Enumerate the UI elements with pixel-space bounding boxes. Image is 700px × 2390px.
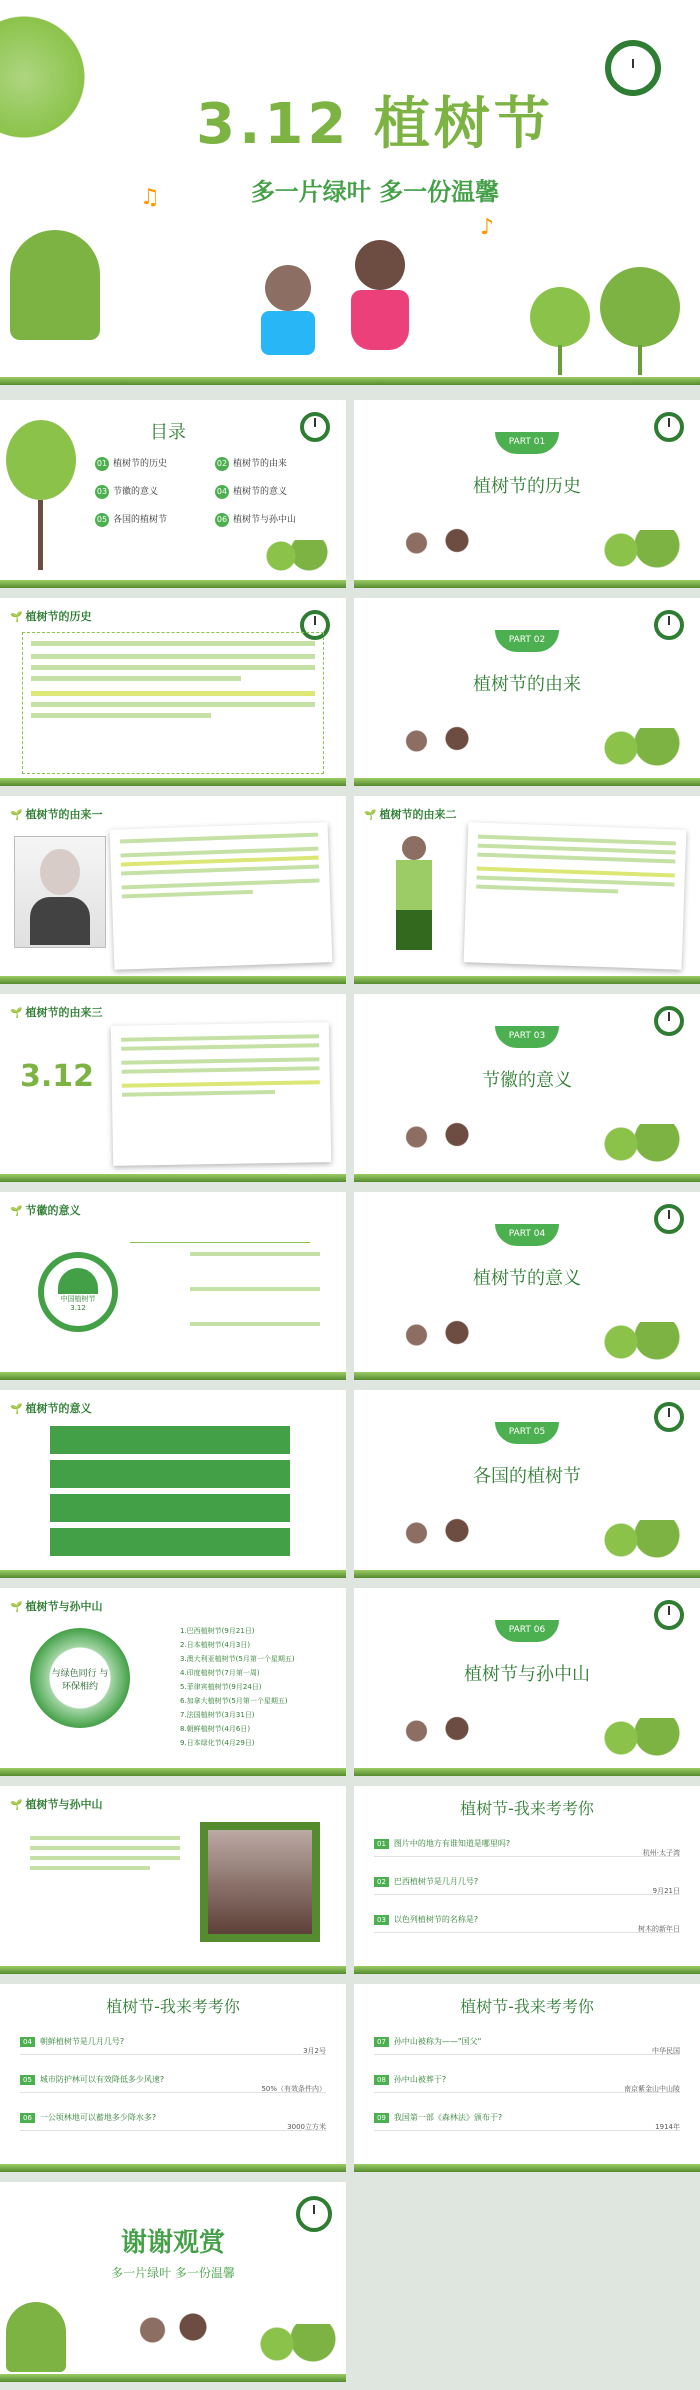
section-slide-6 [354,1588,700,1776]
section-slide-5 [354,1390,700,1578]
quiz-row-6[interactable]: 06 一公顷林地可以蓄地多少降水多? 3000立方米 [20,2112,326,2131]
quiz-row-1[interactable]: 01 图片中的地方有谁知道是哪里吗? 杭州·太子湾 [374,1838,680,1857]
trees-icon [594,1520,684,1570]
clock-icon [605,40,661,96]
kids-illustration [394,1122,484,1172]
toc-item-2[interactable]: 02 植树节的由来 [216,459,288,469]
kids-illustration [394,726,484,776]
slide-header: 🌱 植树节的意义 [10,1400,91,1416]
trees-icon [594,728,684,778]
slide-header: 🌱 植树节的由来二 [364,806,456,822]
sun-slide [0,1786,346,1974]
gardener-illustration [384,836,444,956]
quiz-slide-1 [354,1786,700,1974]
quiz-slide-3 [354,1984,700,2172]
ending-title: 谢谢观赏 [120,2228,225,2258]
toc-title: 目录 [150,422,186,443]
portrait-image [200,1822,320,1942]
tree-icon [6,2302,66,2372]
toc-tree-icon [6,420,76,500]
kids-illustration [394,1320,484,1370]
section-title: 植树节的历史 [473,476,581,497]
meaning-box-3 [50,1494,290,1522]
emblem-date: 3.12 [70,1304,86,1312]
toc-item-6[interactable]: 06 植树节与孙中山 [216,515,297,525]
origin1-slide [0,796,346,984]
quiz-row-9[interactable]: 09 我国第一部《森林法》颁布于? 1914年 [374,2112,680,2131]
countries-list: 1.巴西植树节(9月21日) 2.日本植树节(4月3日) 3.澳大利亚植树节(5月第一个星期五) 4.印度植树节(7月第一周) 5.菲律宾植树节(9月24日) 6.加拿大植树节(5月第一个星期五) 7.法国植树节(3月31日) 8.朝鲜植树节(4月6日) 9.日本绿化节(4月29日) [180,1627,295,1747]
slide-header: 🌱 植树节与孙中山 [10,1796,102,1812]
trees-icon [594,1322,684,1372]
section-slide-3 [354,994,700,1182]
countries-slide [0,1588,346,1776]
section-badge: PART 04 [495,1224,559,1246]
quiz-title: 植树节-我来考考你 [460,1997,594,2016]
slide-header: 🌱 植树节与孙中山 [10,1598,102,1614]
note-card [464,822,687,970]
cover-trees-icon [520,267,690,377]
music-note-icon: ♫ [140,185,160,210]
section-badge: PART 03 [495,1026,559,1048]
cover-kids-illustration [255,235,435,365]
origin3-badge: 3.12 [20,1059,95,1094]
section-slide-2 [354,598,700,786]
quiz-title: 植树节-我来考考你 [106,1997,240,2016]
toc-slide [0,400,346,588]
cover-title: 3.12 植树节 [196,92,554,157]
clock-icon [654,610,684,640]
section-title: 植树节的由来 [473,674,581,695]
cover-slide [0,0,700,385]
clock-icon [654,1600,684,1630]
quiz-row-5[interactable]: 05 城市防护林可以有效降低多少风速? 50%（有效条件内） [20,2074,326,2093]
slide-header: 🌱 植树节的由来三 [10,1004,102,1020]
meaning-box-2 [50,1460,290,1488]
note-card [111,1022,331,1166]
clock-icon [654,1402,684,1432]
trees-icon [594,1718,684,1768]
toc-item-5[interactable]: 05 各国的植树节 [96,515,168,525]
ending-subtitle: 多一片绿叶 多一份温馨 [111,2266,235,2280]
portrait-image [14,836,106,948]
kids-illustration [394,1518,484,1568]
section-badge: PART 01 [495,432,559,454]
trees-icon [260,540,330,580]
emblem-text: 中国植树节 [60,1295,96,1303]
quiz-row-8[interactable]: 08 孙中山被葬于? 南京紫金山中山陵 [374,2074,680,2093]
section-title: 各国的植树节 [473,1466,581,1487]
section-badge: PART 05 [495,1422,559,1444]
music-note-icon-2: ♪ [480,215,495,240]
trees-icon [594,530,684,580]
section-slide-4 [354,1192,700,1380]
section-badge: PART 06 [495,1620,559,1642]
meaning-box-1 [50,1426,290,1454]
meaning-box-4 [50,1528,290,1556]
emblem-logo [38,1252,118,1332]
cover-subtitle: 多一片绿叶 多一份温馨 [250,178,500,206]
ending-slide [0,2182,346,2382]
quiz-row-3[interactable]: 03 以色列植树节的名称是? 树木的新年日 [374,1914,680,1933]
section-title: 植树节的意义 [473,1268,581,1289]
history-slide [0,598,346,786]
toc-item-4[interactable]: 04 植树节的意义 [216,487,288,497]
cover-tree-icon [10,230,100,340]
slide-header: 🌱 植树节的由来一 [10,806,102,822]
slide-header: 🌱 节徽的意义 [10,1202,80,1218]
slide-header: 🌱 植树节的历史 [10,608,91,624]
origin3-slide [0,994,346,1182]
quiz-title: 植树节-我来考考你 [460,1799,594,1818]
toc-item-3[interactable]: 03 节徽的意义 [96,487,159,497]
quiz-row-2[interactable]: 02 巴西植树节是几月几号? 9月21日 [374,1876,680,1895]
section-slide-1 [354,400,700,588]
kids-illustration [130,2312,220,2372]
clock-icon [300,412,330,442]
emblem-slide [0,1192,346,1380]
section-badge: PART 02 [495,630,559,652]
quiz-slide-2 [0,1984,346,2172]
toc-item-1[interactable]: 01 植树节的历史 [96,459,168,469]
origin2-slide [354,796,700,984]
clock-icon [654,412,684,442]
section-title: 植树节与孙中山 [464,1664,590,1685]
section-title: 节徽的意义 [482,1070,572,1091]
quiz-row-4[interactable]: 04 朝鲜植树节是几月几号? 3月2号 [20,2036,326,2055]
globe-badge: 与绿色同行 与环保相约 [30,1628,130,1728]
kids-illustration [394,528,484,578]
trees-icon [594,1124,684,1174]
quiz-row-7[interactable]: 07 孙中山被称为——"国父" 中华民国 [374,2036,680,2055]
note-card [110,822,333,970]
trees-icon [250,2324,340,2374]
kids-illustration [394,1716,484,1766]
clock-icon [654,1204,684,1234]
meaning-slide [0,1390,346,1578]
clock-icon [654,1006,684,1036]
history-text-box [22,632,324,774]
